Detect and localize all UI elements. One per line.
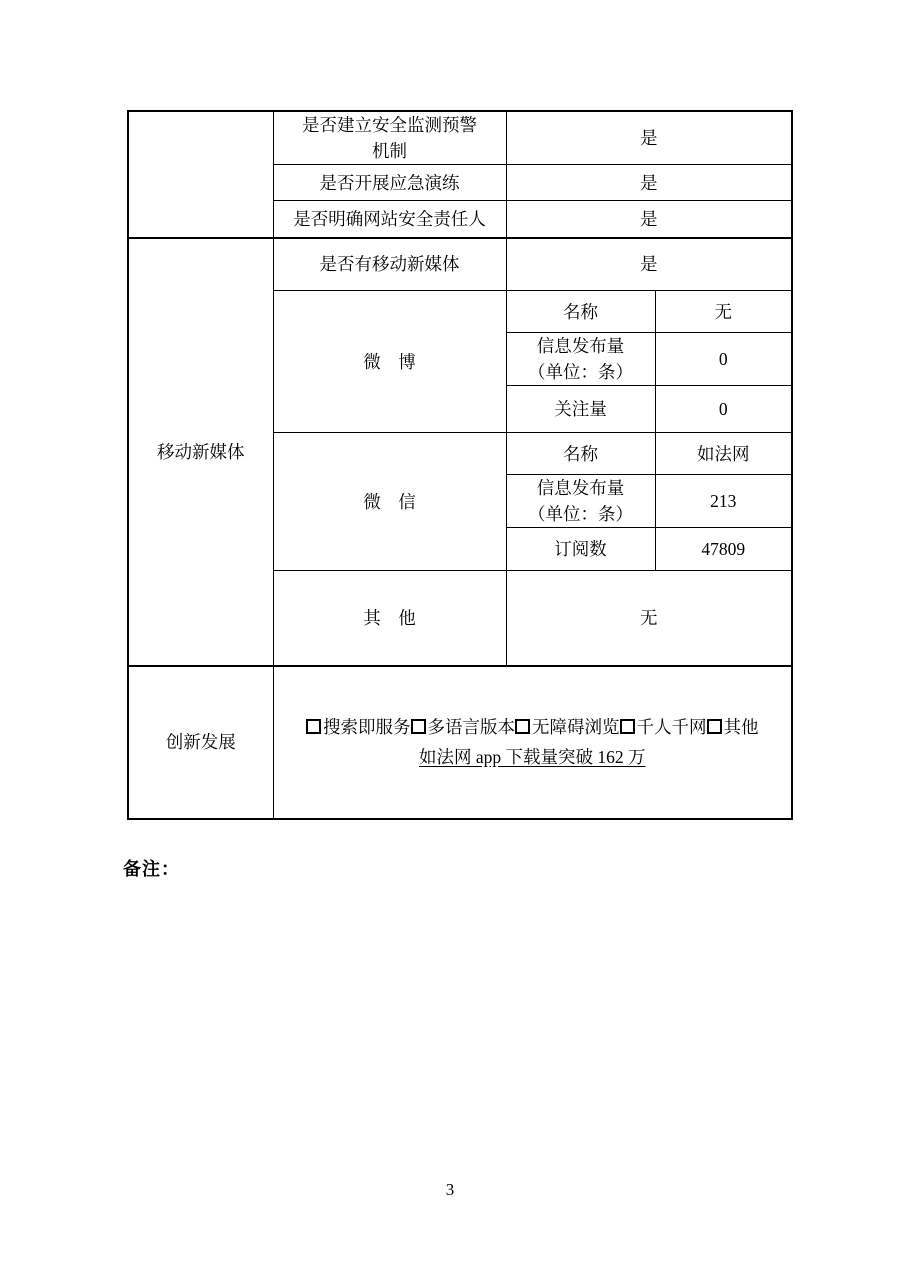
wechat-posts-value-cell: 213: [655, 475, 792, 528]
checkbox-icon: [707, 719, 722, 734]
report-table: [127, 110, 793, 820]
has-mobile-answer-cell: 是: [506, 238, 792, 291]
empty-section-cell: [128, 111, 273, 238]
innovation-option: [620, 717, 707, 737]
other-media-label-cell: 其 他: [273, 571, 506, 666]
wechat-name-value-cell: 如法网: [655, 433, 792, 475]
weibo-name-value-cell: 无: [655, 291, 792, 333]
weibo-posts-label-cell: [506, 333, 655, 386]
wechat-posts-label-cell: [506, 475, 655, 528]
innovation-option-label: 其他: [723, 717, 759, 737]
innovation-option: [515, 717, 620, 737]
wechat-label-cell: 微 信: [273, 433, 506, 571]
wechat-subscribers-label-cell: 订阅数: [506, 528, 655, 571]
security-answer-cell: 是: [506, 165, 792, 201]
security-answer-cell: 是: [506, 111, 792, 165]
innovation-note-line: [274, 742, 792, 772]
checkbox-icon: [515, 719, 530, 734]
innovation-option-label: 多语言版本: [427, 717, 515, 737]
has-mobile-question-cell: 是否有移动新媒体: [273, 238, 506, 291]
innovation-options-line: [274, 712, 792, 742]
innovation-option-label: 无障碍浏览: [532, 717, 620, 737]
weibo-followers-value-cell: 0: [655, 386, 792, 433]
security-question-cell: 是否明确网站安全责任人: [273, 201, 506, 238]
security-question-cell: [273, 111, 506, 165]
mobile-media-section-cell: 移动新媒体: [128, 238, 273, 666]
innovation-option-label: 搜索即服务: [323, 717, 411, 737]
weibo-posts-label-line2: （单位：条）: [528, 362, 633, 382]
wechat-subscribers-value-cell: 47809: [655, 528, 792, 571]
weibo-posts-label-line1: 信息发布量: [536, 336, 625, 356]
innovation-content-cell: [273, 666, 792, 819]
other-media-value-cell: 无: [506, 571, 792, 666]
page-number: 3: [445, 1180, 455, 1199]
security-answer-cell: 是: [506, 201, 792, 238]
security-question-line2: 机制: [372, 141, 407, 161]
wechat-posts-label-line1: 信息发布量: [536, 478, 625, 498]
checkbox-icon: [411, 719, 426, 734]
wechat-name-label-cell: 名称: [506, 433, 655, 475]
innovation-option-label: 千人千网: [636, 717, 707, 737]
innovation-section-cell: 创新发展: [128, 666, 273, 819]
security-question-cell: 是否开展应急演练: [273, 165, 506, 201]
weibo-posts-value-cell: 0: [655, 333, 792, 386]
checkbox-icon: [620, 719, 635, 734]
security-question-line1: 是否建立安全监测预警: [302, 115, 477, 135]
wechat-posts-label-line2: （单位：条）: [528, 504, 633, 524]
innovation-option: [707, 717, 759, 737]
weibo-followers-label-cell: 关注量: [506, 386, 655, 433]
weibo-name-label-cell: 名称: [506, 291, 655, 333]
weibo-label-cell: 微 博: [273, 291, 506, 433]
innovation-option: [306, 717, 411, 737]
innovation-option: [411, 717, 516, 737]
notes-label: 备注：: [123, 859, 180, 879]
checkbox-icon: [306, 719, 321, 734]
innovation-note: 如法网 app 下载量突破 162 万: [418, 747, 646, 767]
